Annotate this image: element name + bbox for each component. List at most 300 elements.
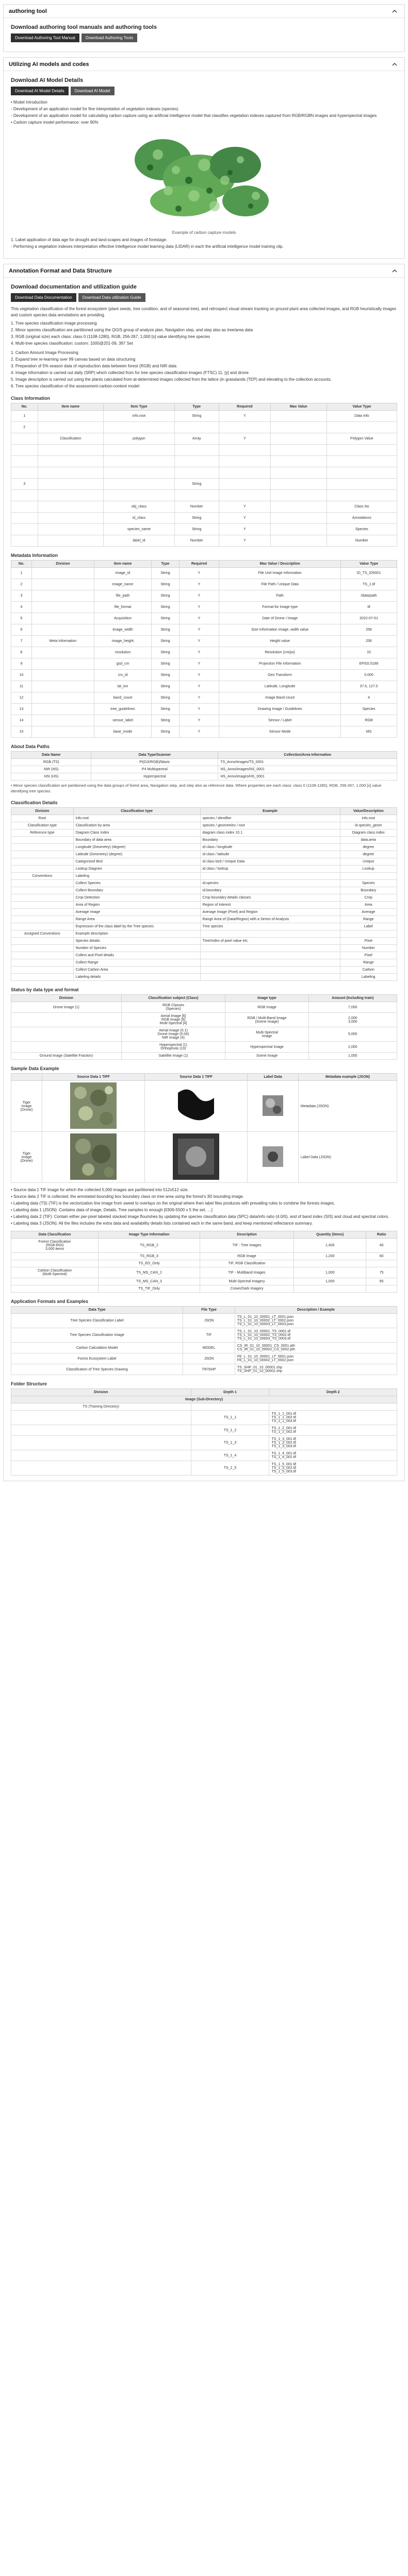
table-cell: Y [179,647,219,658]
table-cell: Image Band count [219,692,341,704]
table-cell: Collect Boundary [73,887,200,894]
table-row [11,1285,397,1293]
table-cell: /data/path [341,590,397,602]
table-row [11,681,397,692]
table-cell: Average [340,909,397,916]
table-row [11,692,397,704]
table-row [11,1027,397,1042]
column-header: Classification type [73,808,200,815]
table-cell: Format for Image type [219,602,341,613]
chevron-up-icon[interactable] [390,266,399,276]
model-intro-list [11,99,397,126]
table-row [11,1278,397,1285]
folder-structure-label: Folder Structure [11,1381,47,1386]
panel-header[interactable] [4,5,404,18]
column-header: Required [219,403,270,411]
table-cell [11,837,74,844]
table-row [11,579,397,590]
table-cell: TIF/SHP [183,1364,235,1375]
table-row [11,445,397,456]
table-cell: Labeling [73,873,200,880]
table-cell: Classification of Tree Species Drawing [11,1364,183,1375]
table-cell: 85 [366,1278,397,1285]
table-cell: 15 [11,726,32,738]
column-header: Required [179,561,219,568]
table-cell: Tree species [200,923,340,930]
table-cell: Average Image (Pixel) and Region [200,909,340,916]
table-cell: 4 [11,602,32,613]
column-header: Type [174,403,219,411]
table-cell [11,902,74,909]
processing-list [11,320,397,347]
table-cell: Root [11,815,74,822]
table-cell: data.area [340,837,397,844]
table-cell: 37.5, 127.0 [341,681,397,692]
table-cell [327,456,397,467]
table-row [11,923,397,930]
table-cell: image_width [94,624,151,636]
chevron-up-icon[interactable] [390,7,399,16]
table-row [11,880,397,887]
table-cell: Crop Detection [73,894,200,902]
table-cell [270,422,327,433]
table-cell: Diagram class index [340,829,397,837]
table-cell [11,952,74,959]
table-cell: Labeling details [73,974,200,981]
authoring-tool-panel [3,4,405,52]
download-model-details-button[interactable]: Download AI Model Details [11,87,69,95]
table-cell: crs_id [94,670,151,681]
list-item: 4. Multi-tree species classification: custom: 1000@201-09, 397 Set [11,341,133,346]
table-row [11,873,397,880]
table-cell: String [152,692,179,704]
table-row [11,1425,397,1436]
table-cell: image_height [94,636,151,647]
table-row [11,535,397,547]
table-row [11,624,397,636]
table-cell: 2022-07-01 [341,613,397,624]
column-header: Data Type/Scanner [91,752,218,759]
table-cell: String [152,636,179,647]
table-cell: Date of Drone / Image [219,613,341,624]
table-cell: Hyperspectral Image [225,1042,308,1053]
table-cell: TS_1_3 [191,1436,269,1450]
table-row [11,602,397,613]
table-cell: polygon [104,433,175,445]
table-cell: String [152,590,179,602]
download-guide-button[interactable]: Download Data utilization Guide [78,293,145,302]
table-cell: Class No [327,501,397,513]
table-cell: TS_1_1 [191,1411,269,1425]
table-row [11,1411,397,1425]
table-cell: Number [174,535,219,547]
table-cell [327,479,397,490]
table-cell [174,467,219,479]
column-header: Division [11,808,74,815]
table-cell: 7 [11,636,32,647]
about-label: About Data Paths [11,744,50,749]
table-row [11,501,397,513]
download-model-button[interactable]: Download AI Model [71,87,115,95]
table-cell: species / geometries / root [200,822,340,829]
table-row [11,726,397,738]
table-cell [11,1411,191,1425]
table-cell: Y [219,535,270,547]
table-cell: Y [179,692,219,704]
table-cell: resolution [94,647,151,658]
table-cell: Example description [73,930,200,938]
table-row [11,1364,397,1375]
table-cell: Unique [340,858,397,866]
table-cell: obj_class [104,501,175,513]
table-row [11,467,397,479]
table-cell [31,613,94,624]
table-cell [104,445,175,456]
table-row [11,1343,397,1353]
table-row [11,916,397,923]
table-cell [31,692,94,704]
table-cell [11,501,38,513]
table-cell: MS [341,726,397,738]
ai-model-panel [3,57,405,259]
section-subtitle: Download authoring tool manuals and authoring tools [11,24,157,30]
table-cell: 7,000 [308,1002,397,1013]
distribution-table [11,1231,397,1293]
table-cell [270,456,327,467]
metadata-label: Metadata Information [11,553,58,558]
table-cell: Species [341,704,397,715]
column-header: Value Type [327,403,397,411]
table-row [11,456,397,467]
table-cell [270,411,327,422]
list-item: 3. Preparation of 5% season data of reproduction data between forest (RGB) and NIR data [11,364,177,368]
table-cell [11,1278,99,1285]
table-cell: Forest Ecosystem Label [11,1353,183,1364]
table-cell [11,1260,99,1267]
table-cell [200,959,340,967]
table-cell [11,513,38,524]
table-cell [11,938,74,945]
table-cell [11,1013,122,1027]
section-subtitle: Download documentation and utilization guide [11,284,137,290]
table-cell: MODEL [183,1343,235,1353]
table-cell [11,1425,191,1436]
table-cell [11,974,74,981]
carbon-processing-list [11,350,397,389]
table-cell: Pixel [340,952,397,959]
column-header: Item name [94,561,151,568]
table-cell: Y [179,670,219,681]
table-cell: TS_RGB_3 [99,1253,200,1260]
table-cell: String [174,411,219,422]
column-header: Data Classification [11,1231,99,1239]
table-row [11,513,397,524]
table-cell: RGB / Multi-Band Image (Scene Image) [225,1013,308,1027]
table-cell: sensor_label [94,715,151,726]
table-cell: FE_L_01_10_00001_LT_0001.json FE_L_01_10_00002_LT_0002.json [235,1353,397,1364]
table-cell: Multi-Spectral Image [225,1027,308,1042]
table-cell: Drone Image (1) [11,1002,122,1013]
chevron-up-icon[interactable] [390,60,399,69]
table-row [11,974,397,981]
section-subtitle: Download AI Model Details [11,77,84,83]
table-cell: id class / longitude [200,844,340,851]
table-row [11,433,397,445]
table-cell [11,959,74,967]
table-cell: ID_TS_ID0001 [341,568,397,579]
table-cell: 3 [11,479,38,490]
table-cell: Collect Species [73,880,200,887]
samples-label: Sample Data Example [11,1066,59,1071]
table-cell [11,887,74,894]
table-cell: Aerial Image [6] RGB Image [6] Multi-Spectral [4] [121,1013,225,1027]
table-cell [38,479,104,490]
table-cell: NIR (NS) [11,766,91,773]
table-cell [11,445,38,456]
table-cell [270,445,327,456]
table-cell: gsd_cm [94,658,151,670]
table-cell: Y [219,433,270,445]
list-item: • Source data 1 TIF image for which the collected 5,000 images are partitioned into 512x512 size. [11,1188,189,1192]
app-format-table [11,1306,397,1375]
table-cell [11,535,38,547]
table-cell [38,411,104,422]
table-cell: Reference type [11,829,74,837]
table-row [11,590,397,602]
table-row [11,858,397,866]
table-cell: Range Area [73,916,200,923]
table-row [11,887,397,894]
table-cell: 8 [11,647,32,658]
table-cell: String [152,670,179,681]
table-cell: 1,200 [294,1253,366,1260]
table-cell: Hyperspectral (1) Orthophoto (10) [121,1042,225,1053]
table-cell: TS_MS_CAN_3 [99,1278,200,1285]
column-header: Label Data [248,1074,299,1081]
table-row [11,568,397,579]
panel-title: Annotation Format and Data Structure [9,267,112,274]
table-cell: Y [179,613,219,624]
table-cell: Number [174,501,219,513]
table-cell: base_mode [94,726,151,738]
table-cell: label_id [104,535,175,547]
table-cell: Forest Classification (RGB-ROI) 3,000 items [11,1239,99,1253]
table-cell [104,422,175,433]
table-row [11,938,397,945]
table-cell: tif [341,602,397,613]
table-cell: Acquisition [94,613,151,624]
table-cell [11,490,38,501]
table-cell: RGB Image [225,1002,308,1013]
forest-map-image [127,129,282,227]
table-cell [200,930,340,938]
table-cell: Labeling [340,974,397,981]
table-cell [11,1027,122,1042]
table-cell [38,524,104,535]
data-usage-list [11,237,397,250]
list-item: • Labeling data (TS) (TIF) is the vectorization line image from sweet to overlays on the original where then label files produces with prevailing rules to combine the forests images. [11,1201,335,1206]
table-cell: 6 [11,624,32,636]
download-tools-button[interactable]: Download Authoring Tools [81,33,137,42]
table-cell: EPSG:5186 [341,658,397,670]
table-cell [31,704,94,715]
table-cell: 2 [11,422,38,433]
table-row [11,524,397,535]
table-cell [31,658,94,670]
table-cell [270,524,327,535]
table-cell [366,1285,397,1293]
table-cell [38,422,104,433]
table-cell: degree [340,844,397,851]
panel-header[interactable] [4,58,404,71]
table-cell: String [152,568,179,579]
table-cell: String [152,704,179,715]
table-row [11,1403,397,1411]
panel-title: Utilizing AI models and codes [9,61,89,67]
column-header: Division [11,995,122,1002]
table-cell: 2,000 3,000 [308,1013,397,1027]
column-header: Depth 1 [191,1389,269,1396]
table-cell [11,1253,99,1260]
table-cell: Crop boundary details classes [200,894,340,902]
table-cell [38,535,104,547]
annotation-panel [3,264,405,1481]
table-cell: String [152,602,179,613]
table-cell: Drawing Image / Guidelines [219,704,341,715]
table-cell [327,445,397,456]
table-row [11,1053,397,1060]
table-cell: 9 [11,658,32,670]
table-cell: Latitude, Longitude [219,681,341,692]
table-cell: Y [219,501,270,513]
table-cell [38,490,104,501]
table-cell: TS_1_4 [191,1450,269,1461]
table-cell: String [174,524,219,535]
table-row [11,647,397,658]
table-cell [327,422,397,433]
table-cell: String [152,647,179,658]
table-cell: 1,000 [294,1278,366,1285]
table-row [11,1461,397,1476]
label-mask-image [173,1082,219,1129]
table-cell: 11 [11,681,32,692]
sample-mask-cell [145,1081,248,1132]
panel-header[interactable] [4,264,404,278]
table-cell: image_id [94,568,151,579]
table-cell: info.root [73,815,200,822]
table-cell: id class / latitude [200,851,340,858]
table-cell: Range [340,916,397,923]
column-header: Data Name [11,752,91,759]
meta-example-cell: Metadata (JSON) [298,1081,397,1132]
table-row [11,704,397,715]
table-cell: Carbon Calculation Model [11,1343,183,1353]
table-row [11,894,397,902]
list-item: - Development of an application model for calculating carbon capture using an artificial intelligence model that classifies vegetation indexes captured from RGB/RGBN images and hyperspectral images [11,113,377,118]
table-cell: Average Image [73,909,200,916]
column-header: Division [11,1389,191,1396]
table-cell: 13 [11,704,32,715]
table-cell: Sensor Mode [219,726,341,738]
table-cell: Satellite Image (1) [121,1053,225,1060]
table-cell [11,923,74,930]
table-cell: id class bird / Unique Data [200,858,340,866]
table-row [11,422,397,433]
table-cell: Crop [340,894,397,902]
column-header: Source Data 1 TIFF [145,1074,248,1081]
download-manual-button[interactable]: Download Authoring Tool Manual [11,33,79,42]
table-cell [38,445,104,456]
folder-structure-table [11,1388,397,1476]
table-cell: Categorized Bird [73,858,200,866]
table-cell: TS_L_01_10_00001_TS_0001.tif TS_L_01_10_00002_TS_0002.tif TS_L_01_10_00003_TS_0003.tif [235,1328,397,1343]
table-cell: Collect Carbon Area [73,967,200,974]
list-item: 1. Label application of data age for drought and land-scapes and images of forestage. [11,238,168,242]
table-cell: 10 [11,670,32,681]
table-cell: String [174,479,219,490]
table-cell [11,894,74,902]
table-cell: Collect Range [73,959,200,967]
table-cell [11,866,74,873]
table-row [11,829,397,837]
sample-image-cell [42,1132,145,1183]
table-cell [219,490,270,501]
table-cell: TIF - Tree Images [200,1239,293,1253]
table-cell: Hyperspectral [91,773,218,781]
table-cell: Ground Image (Satellite Fraction) [11,1053,122,1060]
table-row [11,773,397,781]
table-cell: Y [179,602,219,613]
table-row [11,851,397,858]
folder-sub-header: Image (Sub-Directory) [11,1396,397,1403]
sample-row-label: Tiger Image (Drone) [11,1132,42,1183]
table-cell [269,1403,397,1411]
table-cell: band_count [94,692,151,704]
column-header: Image Type Information [99,1231,200,1239]
list-item: 1. Tree species classification image processing [11,321,97,326]
column-header: Description [200,1231,293,1239]
table-cell [366,1260,397,1267]
table-row [11,715,397,726]
table-row [11,658,397,670]
table-row [11,866,397,873]
table-cell: Number [327,535,397,547]
table-cell: RGB Image [200,1253,293,1260]
sample-notes-list [11,1187,397,1227]
column-header: No. [11,561,32,568]
column-header: Item Type [104,403,175,411]
table-cell: TS_Anno/images/TS_0001 [218,759,397,766]
table-cell: 3 [11,590,32,602]
table-cell [31,670,94,681]
table-cell [270,501,327,513]
table-cell: TS_1_5_001.tif TS_1_5_002.tif TS_1_5_003.tif [269,1461,397,1476]
table-cell: Classification [38,433,104,445]
table-cell: NS_Anno/images/NS_0001 [218,766,397,773]
table-cell: Boundary of data area [73,837,200,844]
grayscale-image [263,1095,283,1116]
table-cell: RGB (TS) [11,759,91,766]
table-cell [174,422,219,433]
column-header: No. [11,403,38,411]
table-cell: Area of Region [73,902,200,909]
table-cell: Classification by area [73,822,200,829]
table-cell: Array [174,433,219,445]
data-status-label: Status by data type and format [11,987,79,992]
download-documentation-button[interactable]: Download Data Documentation [11,293,76,302]
column-header: Data Type [11,1307,183,1314]
table-cell: 40 [366,1239,397,1253]
